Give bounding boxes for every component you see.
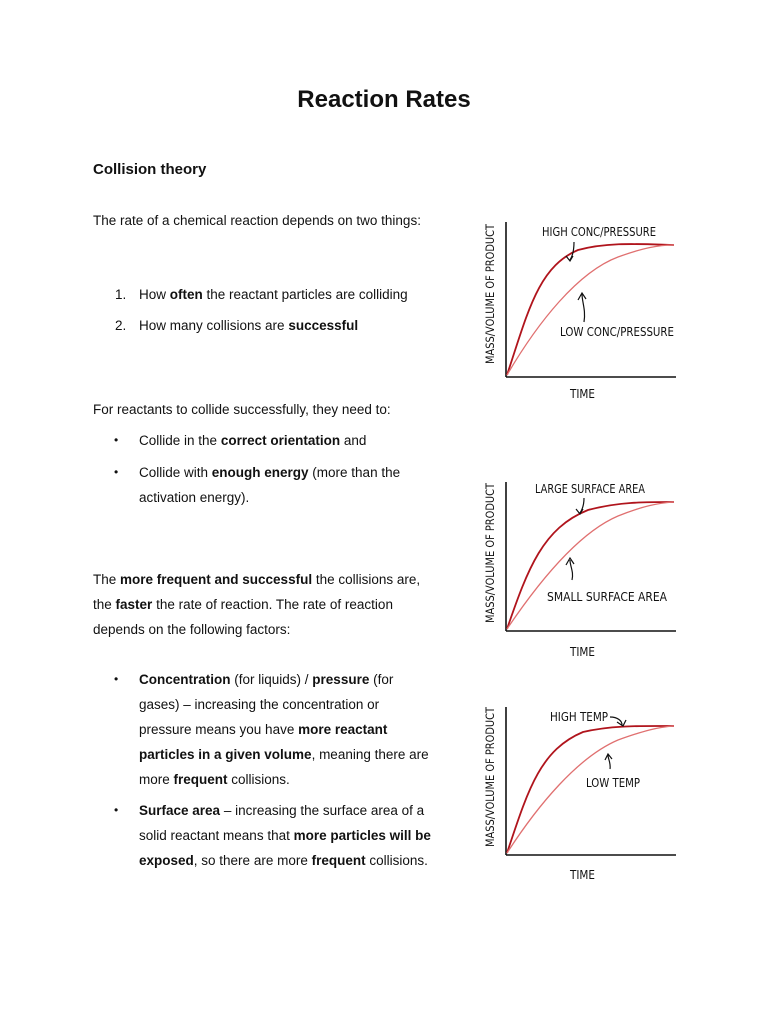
graph-temperature xyxy=(478,683,678,885)
list-number-2: 2. xyxy=(115,318,127,333)
low-curve-label: LOW CONC/PRESSURE xyxy=(560,325,674,339)
requirements-intro: For reactants to collide successfully, they need to: xyxy=(93,402,391,417)
numbered-item-1: How often the reactant particles are colliding xyxy=(139,287,408,302)
bullet-icon: • xyxy=(114,803,119,817)
x-axis-label: TIME xyxy=(569,387,595,401)
y-axis-label: MASS/VOLUME OF PRODUCT xyxy=(483,683,497,847)
y-axis-label: MASS/VOLUME OF PRODUCT xyxy=(483,200,497,364)
bullet-icon: • xyxy=(114,433,119,447)
high-arrow-icon xyxy=(566,242,574,261)
low-arrow-icon xyxy=(578,293,586,322)
bullet-icon: • xyxy=(114,465,119,479)
y-axis-label: MASS/VOLUME OF PRODUCT xyxy=(483,459,497,623)
low-curve-label: LOW TEMP xyxy=(586,776,640,790)
summary-paragraph: The more frequent and successful the collisions are, the faster the rate of reaction. The rate of reaction depends on the following factors: xyxy=(93,572,421,637)
fast-curve xyxy=(507,502,674,629)
x-axis-label: TIME xyxy=(569,645,595,659)
list-number-1: 1. xyxy=(115,287,127,302)
low-arrow-icon xyxy=(605,754,612,769)
graph-concentration xyxy=(478,200,678,402)
fast-curve xyxy=(507,244,674,375)
requirement-item-1: Collide in the correct orientation and xyxy=(139,433,367,448)
numbered-item-2: How many collisions are successful xyxy=(139,318,359,333)
slow-curve xyxy=(507,245,674,375)
intro-paragraph: The rate of a chemical reaction depends on two things: xyxy=(93,213,421,228)
bullet-icon: • xyxy=(114,672,119,686)
high-curve-label: HIGH TEMP xyxy=(550,710,608,724)
x-axis-label: TIME xyxy=(569,868,595,882)
factor-concentration: Concentration (for liquids) / pressure (for gases) – increasing the concentration or pressure means you have more reactant particles in a given volume, meaning there are more frequent collisions. xyxy=(139,672,429,787)
high-arrow-icon xyxy=(610,717,626,726)
requirement-item-2: Collide with enough energy (more than the activation energy). xyxy=(139,465,401,505)
low-curve-label: SMALL SURFACE AREA xyxy=(547,590,668,604)
high-curve-label: LARGE SURFACE AREA xyxy=(535,482,646,496)
section-heading: Collision theory xyxy=(93,161,207,178)
document-title: Reaction Rates xyxy=(297,86,471,113)
factor-surface-area: Surface area – increasing the surface area of a solid reactant means that more particles will be exposed, so there are more frequent collisions. xyxy=(139,803,431,868)
low-arrow-icon xyxy=(566,558,574,580)
high-curve-label: HIGH CONC/PRESSURE xyxy=(542,225,656,239)
graph-surface-area xyxy=(478,459,678,659)
